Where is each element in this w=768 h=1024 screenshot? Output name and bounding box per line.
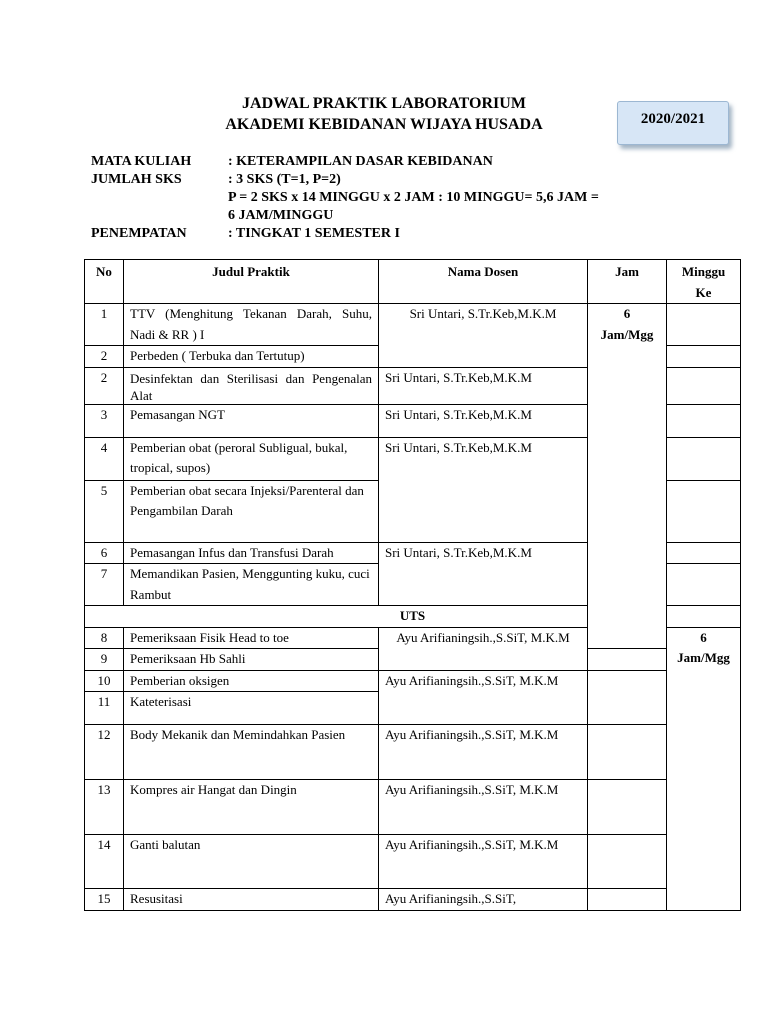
minggu-cell: [667, 346, 741, 368]
mata-kuliah-value: : KETERAMPILAN DASAR KEBIDANAN: [228, 154, 493, 169]
row-no: 2: [85, 346, 124, 368]
row-dosen: Ayu Arifianingsih.,S.SiT,: [379, 889, 588, 911]
document-title: JADWAL PRAKTIK LABORATORIUM: [242, 95, 526, 112]
row-dosen: Sri Untari, S.Tr.Keb,M.K.M: [379, 367, 588, 404]
academic-year-badge: 2020/2021: [617, 101, 729, 145]
jam-cell-after-uts: 6 Jam/Mgg: [667, 627, 741, 911]
row-no: 3: [85, 404, 124, 437]
table-row: [85, 725, 741, 780]
sks-calculation-line2: 6 JAM/MINGGU: [228, 208, 334, 223]
row-dosen: Ayu Arifianingsih.,S.SiT, M.K.M: [379, 670, 588, 725]
row-dosen: Sri Untari, S.Tr.Keb,M.K.M: [379, 304, 588, 368]
row-judul: Body Mekanik dan Memindahkan Pasien: [124, 725, 379, 780]
row-judul: Resusitasi: [124, 889, 379, 911]
minggu-cell: [667, 404, 741, 437]
row-judul: Pemasangan Infus dan Transfusi Darah: [124, 542, 379, 564]
uts-label: UTS: [85, 606, 741, 628]
row-judul: TTV (Menghitung Tekanan Darah, Suhu, Nadi & RR ) I: [124, 304, 379, 346]
row-no: 9: [85, 649, 124, 671]
mata-kuliah-label: MATA KULIAH: [91, 154, 192, 169]
row-no: 14: [85, 835, 124, 889]
minggu-cell: [667, 437, 741, 480]
table-row: [85, 670, 741, 692]
table-header-row: [85, 260, 741, 304]
row-dosen: Ayu Arifianingsih.,S.SiT, M.K.M: [379, 627, 588, 670]
jam-cell-before-uts: 6 Jam/Mgg: [588, 304, 667, 649]
minggu-cell: [588, 725, 667, 780]
row-dosen: Ayu Arifianingsih.,S.SiT, M.K.M: [379, 835, 588, 889]
table-row: [85, 889, 741, 911]
row-judul: Kateterisasi: [124, 692, 379, 725]
row-judul: Pemeriksaan Fisik Head to toe: [124, 627, 379, 649]
row-judul: Perbeden ( Terbuka dan Tertutup): [124, 346, 379, 368]
schedule-table: [84, 259, 741, 911]
row-dosen: Sri Untari, S.Tr.Keb,M.K.M: [379, 542, 588, 606]
penempatan-value: : TINGKAT 1 SEMESTER I: [228, 226, 400, 241]
row-no: 11: [85, 692, 124, 725]
row-no: 12: [85, 725, 124, 780]
minggu-cell: [667, 542, 741, 564]
header-jam: Jam: [588, 260, 667, 304]
minggu-cell: [588, 835, 667, 889]
table-row: [85, 304, 741, 346]
minggu-cell: [667, 367, 741, 404]
row-judul: Pemeriksaan Hb Sahli: [124, 649, 379, 671]
header-no: No: [85, 260, 124, 304]
header-nama-dosen: Nama Dosen: [379, 260, 588, 304]
row-no: 13: [85, 780, 124, 835]
row-no: 10: [85, 670, 124, 692]
row-judul: Pemasangan NGT: [124, 404, 379, 437]
row-no: 4: [85, 437, 124, 480]
row-dosen: Sri Untari, S.Tr.Keb,M.K.M: [379, 404, 588, 437]
table-row: [85, 835, 741, 889]
row-judul: Pemberian obat secara Injeksi/Parenteral dan Pengambilan Darah: [124, 480, 379, 542]
header-judul-praktik: Judul Praktik: [124, 260, 379, 304]
minggu-cell: [667, 304, 741, 346]
jumlah-sks-label: JUMLAH SKS: [91, 172, 182, 187]
row-no: 6: [85, 542, 124, 564]
row-no: 2: [85, 367, 124, 404]
row-judul: Memandikan Pasien, Menggunting kuku, cuci Rambut: [124, 564, 379, 606]
minggu-cell: [667, 564, 741, 606]
penempatan-label: PENEMPATAN: [91, 226, 187, 241]
jumlah-sks-value: : 3 SKS (T=1, P=2): [228, 172, 341, 187]
row-no: 5: [85, 480, 124, 542]
row-judul: Pemberian oksigen: [124, 670, 379, 692]
row-judul: Desinfektan dan Sterilisasi dan Pengenalan Alat: [124, 367, 379, 404]
row-no: 7: [85, 564, 124, 606]
row-dosen: Sri Untari, S.Tr.Keb,M.K.M: [379, 437, 588, 542]
row-judul: Ganti balutan: [124, 835, 379, 889]
row-dosen: Ayu Arifianingsih.,S.SiT, M.K.M: [379, 725, 588, 780]
minggu-cell: [588, 670, 667, 725]
institution-name: AKADEMI KEBIDANAN WIJAYA HUSADA: [225, 116, 543, 133]
row-no: 1: [85, 304, 124, 346]
header-minggu-ke: Minggu Ke: [667, 260, 741, 304]
uts-row: [85, 606, 741, 628]
minggu-cell: [667, 480, 741, 542]
minggu-cell: [588, 889, 667, 911]
row-dosen: Ayu Arifianingsih.,S.SiT, M.K.M: [379, 780, 588, 835]
table-row: [85, 780, 741, 835]
row-judul: Pemberian obat (peroral Subligual, bukal, tropical, supos): [124, 437, 379, 480]
row-judul: Kompres air Hangat dan Dingin: [124, 780, 379, 835]
row-no: 15: [85, 889, 124, 911]
row-no: 8: [85, 627, 124, 649]
minggu-cell: [588, 780, 667, 835]
sks-calculation-line1: P = 2 SKS x 14 MINGGU x 2 JAM : 10 MINGGU= 5,6 JAM =: [228, 190, 599, 205]
